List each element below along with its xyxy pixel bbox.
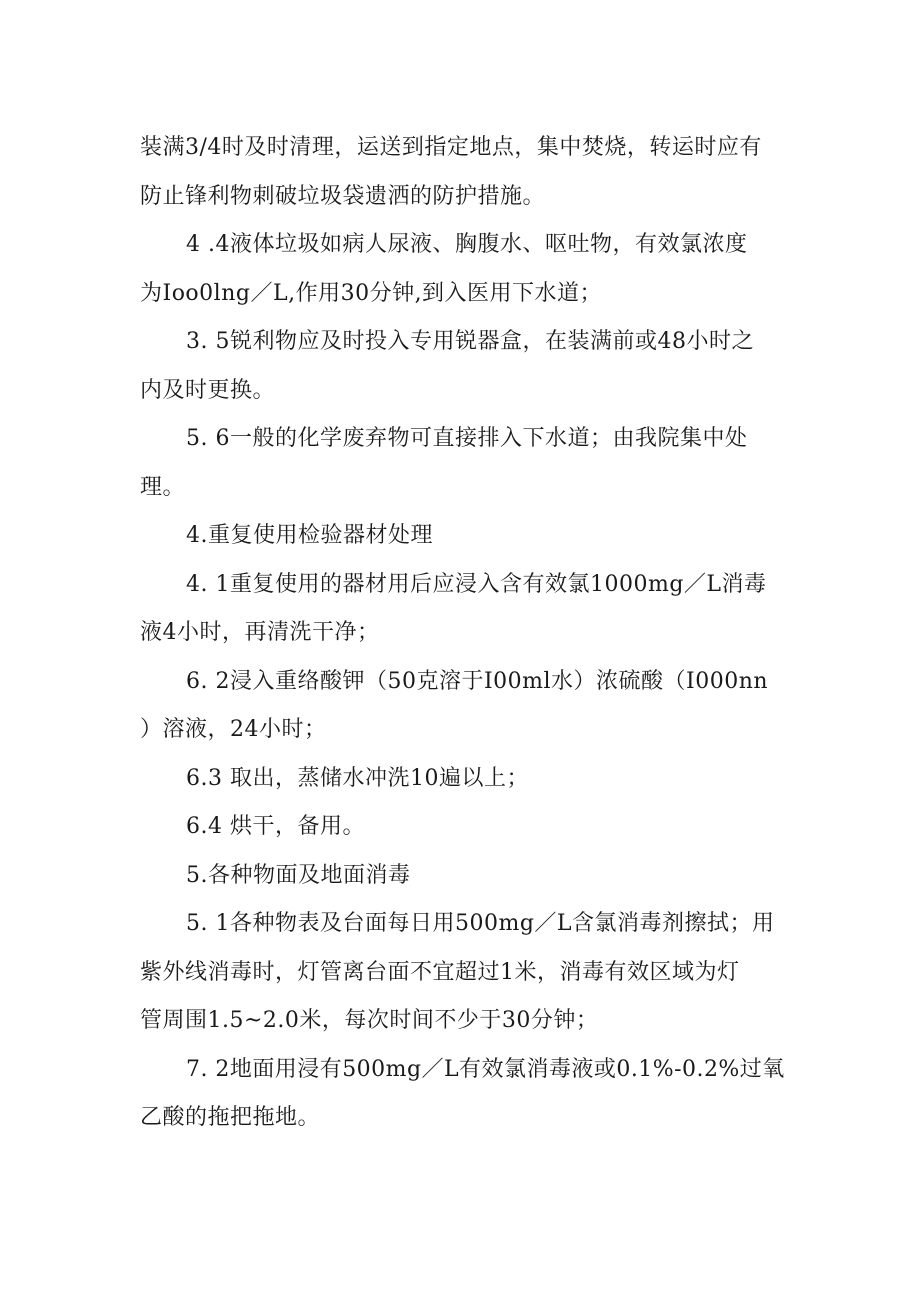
text-line: 防止锋利物刺破垃圾袋遗洒的防护措施。 xyxy=(140,183,546,209)
text-line: 7. 2地面用浸有500mg／L有效氯消毒液或0.1%-0.2%过氧 xyxy=(186,1056,785,1082)
section-heading: 5.各种物面及地面消毒 xyxy=(186,862,411,888)
text-line: 5. 1各种物表及台面每日用500mg／L含氯消毒剂擦拭；用 xyxy=(186,911,775,936)
text-line: 乙酸的拖把拖地。 xyxy=(140,1105,321,1130)
text-line: 6.4 烘干，备用。 xyxy=(186,814,365,839)
text-line: 装满3/4时及时清理，运送到指定地点，集中焚烧，转运时应有 xyxy=(140,135,762,160)
text-line: 内及时更换。 xyxy=(140,377,276,403)
text-line: 3. 5锐利物应及时投入专用锐器盒，在装满前或48小时之 xyxy=(186,329,754,354)
text-line: 6. 2浸入重络酸钾（50克溶于I00ml水）浓硫酸（I000nn xyxy=(186,668,769,694)
text-line: 4. 1重复使用的器材用后应浸入含有效氯1000mg／L消毒 xyxy=(186,571,767,597)
text-line: 液4小时，再清洗干净； xyxy=(140,620,380,645)
text-line: 管周围1.5~2.0米，每次时间不少于30分钟； xyxy=(140,1008,599,1033)
document-body xyxy=(140,124,785,1143)
text-line: 理。 xyxy=(140,474,186,500)
text-line: 4 .4液体垃圾如病人尿液、胸腹水、呕吐物，有效氯浓度 xyxy=(186,232,748,257)
text-line: ）溶液，24小时； xyxy=(140,717,327,742)
text-line: 为Ioo0lng／L,作用30分钟,到入医用下水道； xyxy=(140,280,603,306)
section-heading: 4.重复使用检验器材处理 xyxy=(186,523,433,548)
text-line: 6.3 取出，蒸储水冲洗10遍以上； xyxy=(186,765,529,791)
text-line: 紫外线消毒时，灯管离台面不宜超过1米，消毒有效区域为灯 xyxy=(140,959,740,985)
text-line: 5. 6一般的化学废弃物可直接排入下水道；由我院集中处 xyxy=(186,426,748,451)
